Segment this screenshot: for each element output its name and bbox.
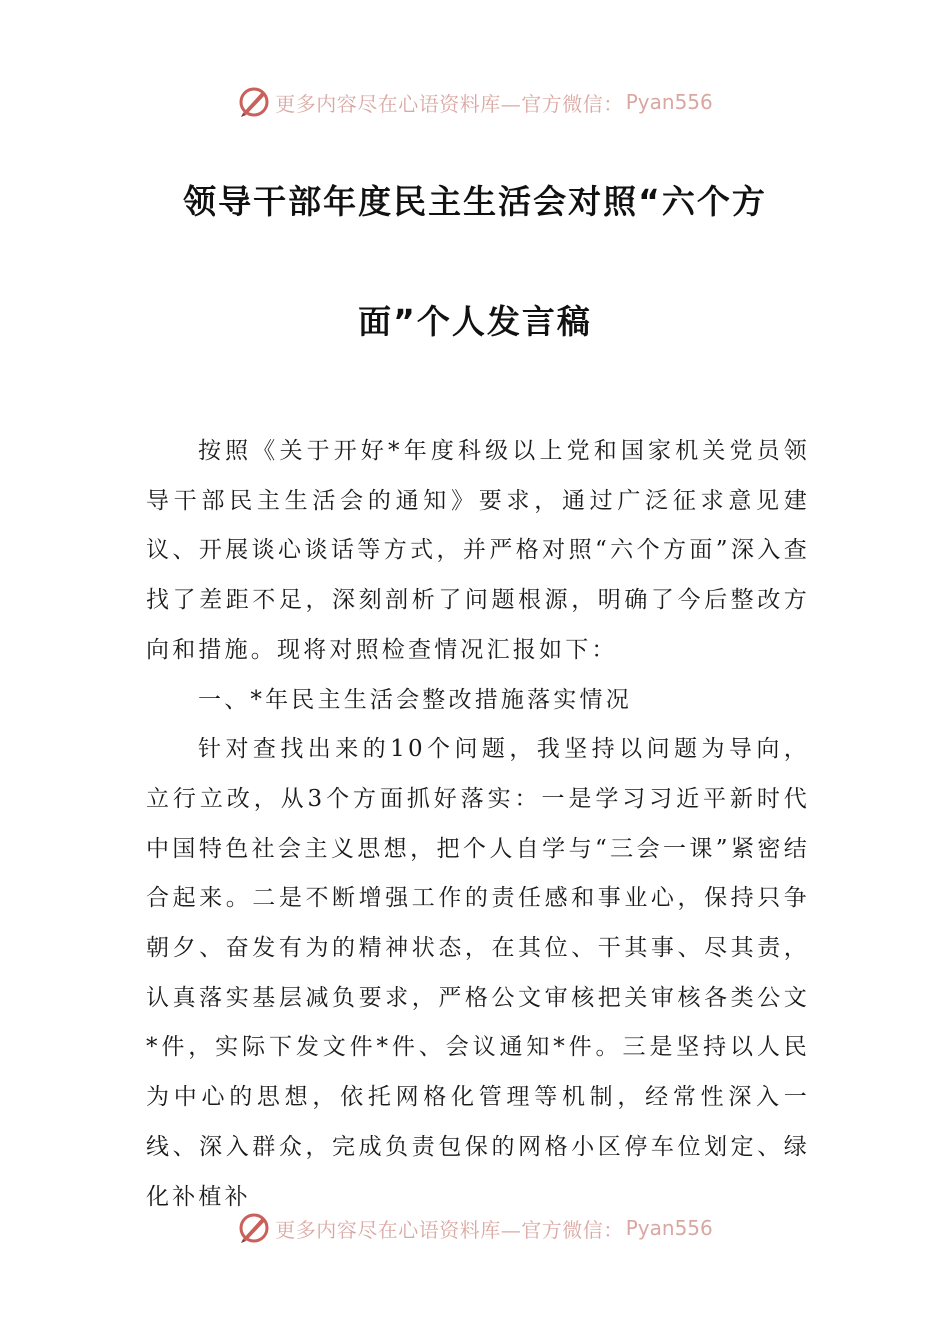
document-body [146, 427, 810, 1222]
paragraph-section-1: 针对查找出来的10个问题，我坚持以问题为导向，立行立改，从3个方面抓好落实：一是学习习近平新时代中国特色社会主义思想，把个人自学与“三会一课”紧密结合起来。二是不断增强工作的责任感和事业心，保持只争朝夕、奋发有为的精神状态，在其位、干其事、尽其责，认真落实基层减负要求，严格公文审核把关审核各类公文*件，实际下发文件*件、会议通知*件。三是坚持以人民为中心的思想，依托网格化管理等机制，经常性深入一线、深入群众，完成负责包保的网格小区停车位划定、绿化补植补 [146, 736, 810, 1210]
watermark-text: 更多内容尽在心语资料库—官方微信： [275, 1217, 624, 1242]
watermark-header [0, 82, 950, 122]
watermark-account: Pyan556 [625, 90, 713, 114]
pen-logo-icon [237, 1211, 271, 1245]
watermark-text: 更多内容尽在心语资料库—官方微信： [275, 91, 624, 116]
watermark-account: Pyan556 [625, 1216, 713, 1240]
document-title-line-2: 面”个人发言稿 [358, 302, 592, 341]
paragraph-intro: 按照《关于开好*年度科级以上党和国家机关党员领导干部民主生活会的通知》要求，通过广泛征求意见建议、开展谈心谈话等方式，并严格对照“六个方面”深入查找了差距不足，深刻剖析了问题根源，明确了今后整改方向和措施。现将对照检查情况汇报如下： [146, 438, 810, 663]
section-heading-1: 一、*年民主生活会整改措施落实情况 [198, 686, 632, 713]
pen-logo-icon [237, 85, 271, 119]
document-title-line-1: 领导干部年度民主生活会对照“六个方 [183, 182, 767, 221]
watermark-footer [0, 1208, 950, 1248]
